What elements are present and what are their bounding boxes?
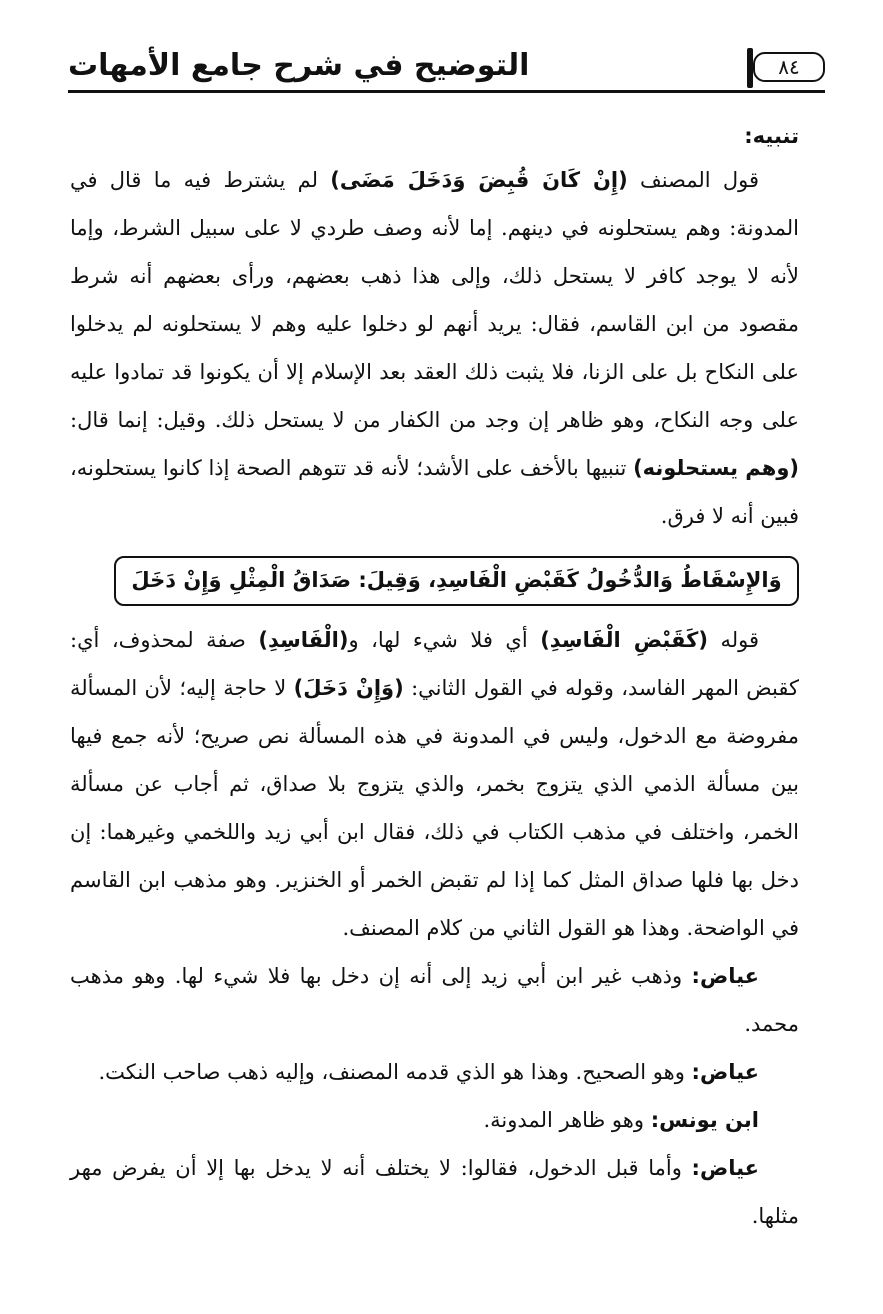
paragraph-text: لا حاجة إليه؛ لأن المسألة مفروضة مع الدخول، وليس في المدونة في هذه المسألة نص صريح؛ لأنه جمع فيها بين مسألة الذمي الذي يتزوج بخمر، والذي يتزوج بلا صداق، ثم أجاب عن مسألة الخمر، واختلف في مذهب الكتاب في ذلك، فقال ابن أبي زيد واللخمي وغيرهما: إن دخل بها فلها صداق المثل كما إذا لم تقبض الخمر أو الخنزير. وهو مذهب ابن القاسم في الواضحة. وهذا هو القول الثاني من كلام المصنف. — [70, 676, 799, 940]
book-title: التوضيح في شرح جامع الأمهات — [68, 48, 530, 83]
paragraph-text: صفة لمحذوف، أي: كقبض المهر الفاسد، وقوله في القول الثاني: — [70, 628, 799, 700]
quote-line — [70, 952, 799, 1048]
paragraph-text: لم يشترط فيه ما قال في المدونة: وهم يستحلونه في دينهم. إما لأنه وصف طردي لا على سبيل الشرط، وإما لأنه لا يوجد كافر لا يستحل ذلك، وإلى هذا ذهب بعضهم، ورأى بعضهم أنه شرط مقصود من ابن القاسم، فقال: يريد أنهم لو دخلوا عليه وهم لا يستحلونه لم يدخلوا على النكاح بل على الزنا، فلا يثبت ذلك العقد بعد الإسلام إلا أن يكونوا قد تمادوا عليه على وجه النكاح، وهو ظاهر إن وجد من الكفار من لا يستحل ذلك. وقيل: إنما قال: — [70, 168, 799, 432]
matn-box: وَالإِسْقَاطُ وَالدُّخُولُ كَقَبْضِ الْفَاسِدِ، وَقِيلَ: صَدَاقُ الْمِثْلِ وَإِنْ دَخَلَ — [114, 556, 799, 606]
scholar-name: عياض: — [691, 964, 759, 988]
paragraph-text: تنبيها بالأخف على الأشد؛ لأنه قد تتوهم الصحة إذا كانوا يستحلونه، فبين أنه لا فرق. — [70, 456, 799, 528]
paragraph-text: أي فلا شيء لها، و — [348, 628, 528, 652]
scholar-name: عياض: — [691, 1156, 759, 1180]
quote-text: وذهب غير ابن أبي زيد إلى أنه إن دخل بها فلا شيء لها. وهو مذهب محمد. — [70, 964, 799, 1036]
quote-text: وأما قبل الدخول، فقالوا: لا يختلف أنه لا يدخل بها إلا أن يفرض مهر مثلها. — [70, 1156, 799, 1228]
section-commentary — [70, 616, 799, 1240]
matn-quote: (وَإِنْ دَخَلَ) — [293, 676, 404, 700]
matn-quote: (إِنْ كَانَ قُبِضَ وَدَخَلَ مَضَى) — [330, 168, 628, 192]
header-rule — [68, 90, 825, 93]
quote-text: وهو الصحيح. وهذا هو الذي قدمه المصنف، وإليه ذهب صاحب النكت. — [98, 1060, 685, 1084]
scholar-name: عياض: — [691, 1060, 759, 1084]
quote-line — [70, 1144, 799, 1240]
quote-line — [70, 1048, 799, 1096]
matn-quote: (كَقَبْضِ الْفَاسِدِ) — [540, 628, 708, 652]
page-header — [68, 44, 825, 94]
matn-quote: (الْفَاسِدِ) — [258, 628, 349, 652]
section-heading: تنبيه: — [744, 124, 799, 148]
quote-text: وهو ظاهر المدونة. — [483, 1108, 644, 1132]
paragraph-lead: قول المصنف — [639, 168, 759, 192]
section-tanbih — [70, 116, 799, 540]
page-number: ٨٤ — [753, 52, 825, 82]
scholar-name: ابن يونس: — [650, 1108, 759, 1132]
paragraph — [70, 156, 799, 540]
matn-quote: (وهم يستحلونه) — [633, 456, 799, 480]
paragraph-text: قوله — [720, 628, 759, 652]
quote-line — [70, 1096, 799, 1144]
paragraph — [70, 616, 799, 952]
